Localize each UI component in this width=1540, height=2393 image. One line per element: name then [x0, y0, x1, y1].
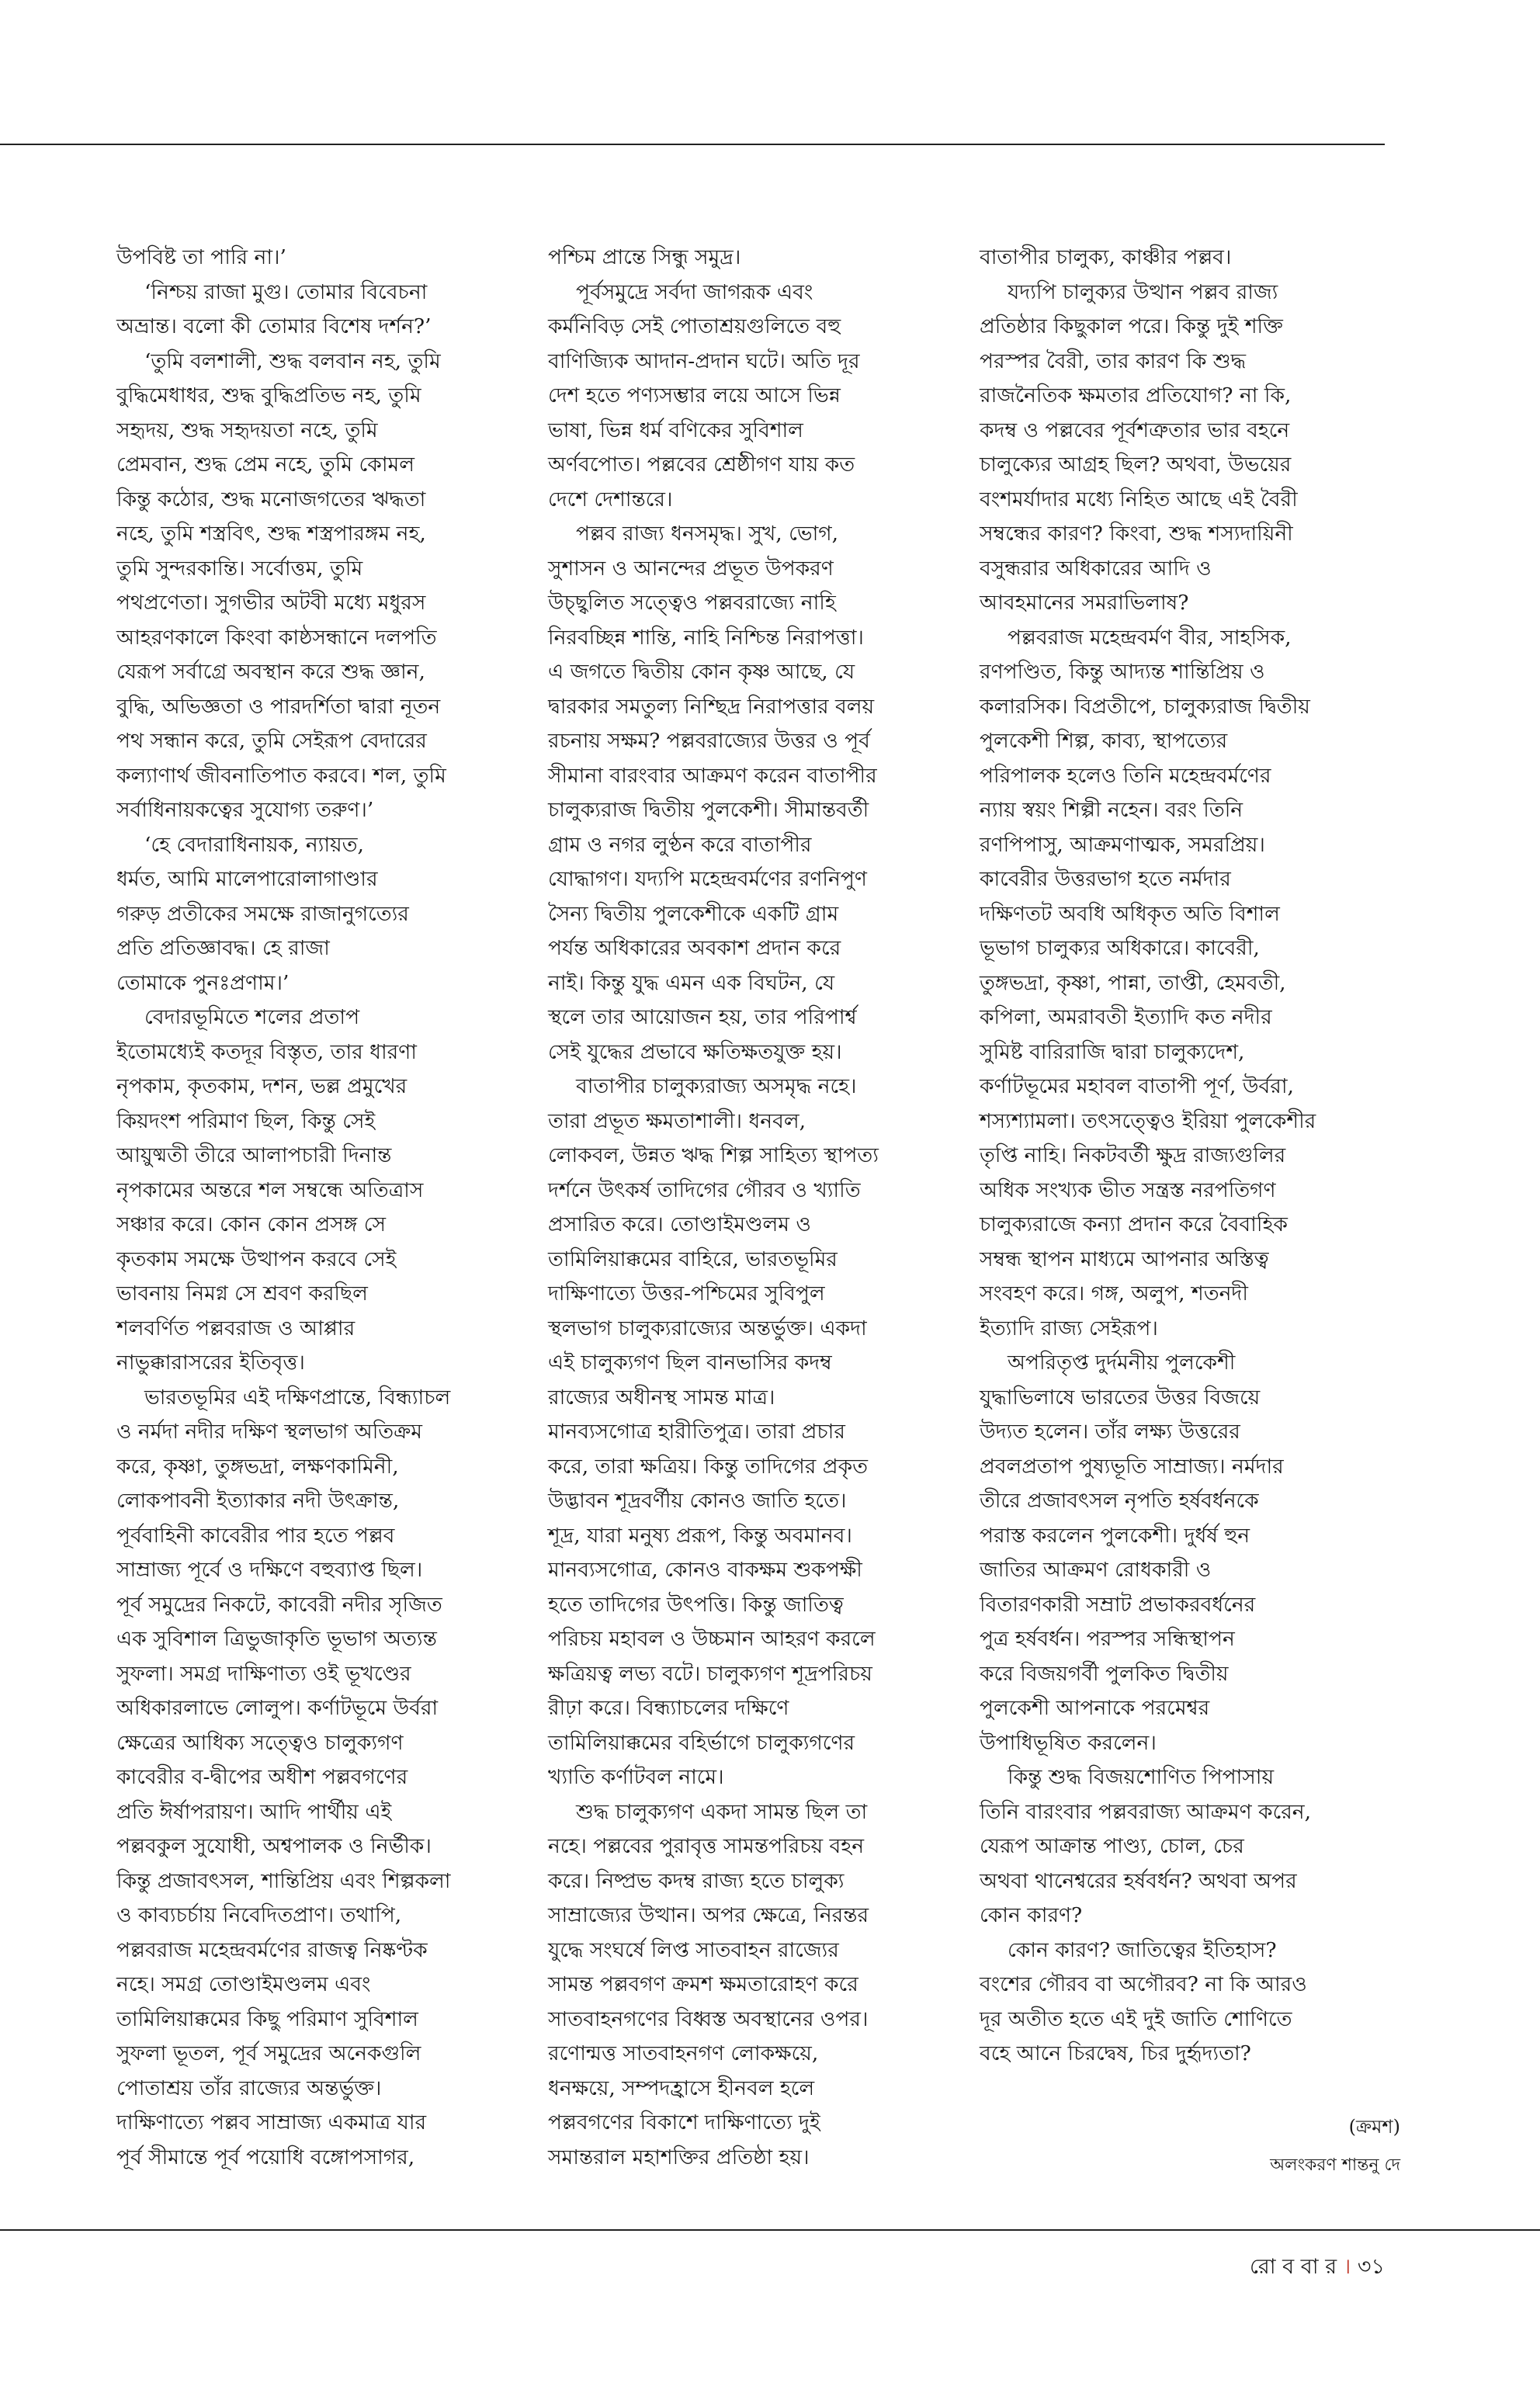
text-line: রাজনৈতিক ক্ষমতার প্রতিযোগ? না কি,: [980, 383, 1292, 408]
text-line: সর্বাধিনায়কত্বের সুযোগ্য তরুণ।’: [116, 798, 374, 822]
text-line: সঞ্চার করে। কোন কোন প্রসঙ্গ সে: [116, 1212, 386, 1236]
text-line: বুদ্ধি, অভিজ্ঞতা ও পারদর্শিতা দ্বারা নূতন: [116, 694, 441, 719]
text-line: অথবা থানেশ্বরের হর্ষবর্ধন? অথবা অপর: [980, 1868, 1297, 1893]
text-line: পল্লব রাজ্য ধনসমৃদ্ধ। সুখ, ভোগ,: [576, 522, 839, 546]
text-line: ‘হে বেদারাধিনায়ক, ন্যায়ত,: [144, 832, 364, 857]
text-line: কল্যাণার্থ জীবনাতিপাত করবে। শল, তুমি: [116, 763, 446, 788]
text-line: নিরবচ্ছিন্ন শান্তি, নাহি নিশ্চিন্ত নিরাপত্তা।: [548, 625, 864, 650]
text-line: পূর্ব সমুদ্রের নিকটে, কাবেরী নদীর সৃজিত: [116, 1592, 442, 1617]
text-line: যেরূপ আক্রান্ত পাণ্ড্য, চোল, চের: [980, 1834, 1244, 1858]
page-number: ৩১: [1357, 2255, 1385, 2279]
text-line: কাবেরীর উত্তরভাগ হতে নর্মদার: [980, 867, 1231, 891]
text-line: করে, তারা ক্ষত্রিয়। কিন্তু তাদিগের প্রকৃত: [548, 1454, 868, 1479]
text-line: চালুক্যরাজে কন্যা প্রদান করে বৈবাহিক: [980, 1212, 1288, 1236]
text-line: ও কাব্যচর্চায় নিবেদিতপ্রাণ। তথাপি,: [116, 1903, 402, 1927]
text-line: অধিক সংখ্যক ভীত সন্ত্রস্ত নরপতিগণ: [980, 1177, 1276, 1202]
text-line: তোমাকে পুনঃপ্রণাম।’: [116, 970, 290, 995]
text-line: হতে তাদিগের উৎপত্তি। কিন্তু জাতিত্ব: [548, 1592, 844, 1617]
text-column-2: [548, 241, 967, 2175]
text-line: ও নর্মদা নদীর দক্ষিণ স্থলভাগ অতিক্রম: [116, 1420, 423, 1444]
text-line: লোকপাবনী ইত্যাকার নদী উৎক্রান্ত,: [116, 1489, 400, 1513]
text-line: পল্লবরাজ মহেন্দ্রবর্মণ বীর, সাহসিক,: [1008, 625, 1292, 650]
text-line: কোন কারণ? জাতিত্বের ইতিহাস?: [1008, 1937, 1277, 1962]
paragraph: [980, 1760, 1399, 1933]
text-line: দ্বারকার সমতুল্য নিশ্ছিদ্র নিরাপত্তার বলয়: [548, 694, 875, 719]
text-line: পর্যন্ত অধিকারের অবকাশ প্রদান করে: [548, 936, 841, 960]
text-line: ‘তুমি বলশালী, শুদ্ধ বলবান নহ, তুমি: [144, 349, 441, 373]
text-line: লোকবল, উন্নত ঋদ্ধ শিল্প সাহিত্য স্থাপত্য: [548, 1143, 879, 1167]
text-line: নৃপকামের অন্তরে শল সম্বন্ধে অতিত্রাস: [116, 1177, 424, 1202]
text-line: অধিকারলাভে লোলুপ। কর্ণাটভূমে উর্বরা: [116, 1696, 439, 1720]
text-line: এ জগতে দ্বিতীয় কোন কৃষ্ণ আছে, যে: [548, 660, 855, 684]
text-line: রণপিপাসু, আক্রমণাত্মক, সমরপ্রিয়।: [980, 832, 1265, 857]
text-line: পশ্চিম প্রান্তে সিন্ধু সমুদ্র।: [548, 245, 741, 269]
text-line: বংশমর্যাদার মধ্যে নিহিত আছে এই বৈরী: [980, 487, 1298, 512]
text-line: প্রতি ঈর্ষাপরায়ণ। আদি পার্থীয় এই: [116, 1799, 392, 1824]
text-line: যেরূপ সর্বাগ্রে অবস্থান করে শুদ্ধ জ্ঞান,: [116, 660, 425, 684]
text-line: সহৃদয়, শুদ্ধ সহৃদয়তা নহে, তুমি: [116, 418, 378, 442]
text-line: কদম্ব ও পল্লবের পূর্বশত্রুতার ভার বহনে: [980, 418, 1290, 442]
paragraph: [116, 828, 536, 1001]
text-line: দর্শনে উৎকর্ষ তাদিগের গৌরব ও খ্যাতি: [548, 1177, 861, 1202]
text-line: সুফলা। সমগ্র দাক্ষিণাত্য ওই ভূখণ্ডের: [116, 1661, 411, 1686]
text-line: শুদ্ধ চালুক্যগণ একদা সামন্ত ছিল তা: [576, 1799, 868, 1824]
text-line: পথপ্রণেতা। সুগভীর অটবী মধ্যে মধুরস: [116, 591, 426, 615]
paragraph: [548, 517, 967, 1070]
text-line: তারা প্রভূত ক্ষমতাশালী। ধনবল,: [548, 1108, 806, 1133]
text-line: পরিচয় মহাবল ও উচ্চমান আহরণ করলে: [548, 1627, 876, 1651]
page-footer: [1250, 2251, 1385, 2286]
text-line: দেশে দেশান্তরে।: [548, 487, 673, 512]
text-line: সুফলা ভূতল, পূর্ব সমুদ্রের অনেকগুলি: [116, 2041, 421, 2065]
text-line: ভাবনায় নিমগ্ন সে শ্রবণ করছিল: [116, 1281, 368, 1306]
text-line: বিতারণকারী সম্রাট প্রভাকরবর্ধনের: [980, 1592, 1256, 1617]
text-line: যুদ্ধাভিলাষে ভারতের উত্তর বিজয়ে: [980, 1385, 1261, 1410]
text-line: উপবিষ্ট তা পারি না।’: [116, 245, 286, 269]
text-line: তীরে প্রজাবৎসল নৃপতি হর্ষবর্ধনকে: [980, 1489, 1259, 1513]
text-line: ভূভাগ চালুক্যর অধিকারে। কাবেরী,: [980, 936, 1260, 960]
text-column-3: [980, 241, 1399, 2072]
text-line: প্রেমবান, শুদ্ধ প্রেম নহে, তুমি কোমল: [116, 453, 414, 477]
text-line: বুদ্ধিমেধাধর, শুদ্ধ বুদ্ধিপ্রতিভ নহ, তুমি: [116, 383, 421, 408]
text-line: দাক্ষিণাত্যে পল্লব সাম্রাজ্য একমাত্র যার: [116, 2110, 427, 2135]
text-line: নাভুক্কারাসরের ইতিবৃত্ত।: [116, 1351, 305, 1375]
text-line: গরুড় প্রতীকের সমক্ষে রাজানুগত্যের: [116, 901, 409, 926]
text-line: স্থলভাগ চালুক্যরাজ্যের অন্তর্ভুক্ত। একদা: [548, 1316, 867, 1340]
text-line: সম্বন্ধের কারণ? কিংবা, শুদ্ধ শস্যদায়িনী: [980, 522, 1293, 546]
text-line: পুত্র হর্ষবর্ধন। পরস্পর সন্ধিস্থাপন: [980, 1627, 1235, 1651]
text-line: উদ্যত হলেন। তাঁর লক্ষ্য উত্তরের: [980, 1420, 1240, 1444]
text-line: ভাষা, ভিন্ন ধর্ম বণিকের সুবিশাল: [548, 418, 803, 442]
text-line: আবহমানের সমরাভিলাষ?: [980, 591, 1189, 615]
text-line: সৈন্য দ্বিতীয় পুলকেশীকে একটি গ্রাম: [548, 901, 839, 926]
text-line: ‘নিশ্চয় রাজা মুগু। তোমার বিবেচনা: [144, 279, 428, 304]
text-line: প্রবলপ্রতাপ পুষ্যভূতি সাম্রাজ্য। নর্মদার: [980, 1454, 1284, 1479]
text-line: রাজ্যের অধীনস্থ সামন্ত মাত্র।: [548, 1385, 775, 1410]
text-line: করে। নিষ্প্রভ কদম্ব রাজ্য হতে চালুক্য: [548, 1868, 845, 1893]
paragraph: [548, 276, 967, 518]
text-line: পূর্ব সীমান্তে পূর্ব পয়োধি বঙ্গোপসাগর,: [116, 2145, 415, 2169]
text-line: দক্ষিণতট অবধি অধিকৃত অতি বিশাল: [980, 901, 1280, 926]
serial-note: (ক্রমশ): [1348, 2116, 1400, 2138]
text-line: সীমানা বারংবার আক্রমণ করেন বাতাপীর: [548, 763, 877, 788]
text-line: কপিলা, অমরাবতী ইত্যাদি কত নদীর: [980, 1005, 1272, 1029]
text-line: রীঢ়া করে। বিন্ধ্যাচলের দক্ষিণে: [548, 1696, 789, 1720]
text-line: কর্মনিবিড় সেই পোতাশ্রয়গুলিতে বহু: [548, 314, 841, 338]
text-line: শূদ্র, যারা মনুষ্য প্ররূপ, কিন্তু অবমানব।: [548, 1523, 852, 1548]
paragraph: [116, 345, 536, 828]
text-line: আয়ুষ্মতী তীরে আলাপচারী দিনান্ত: [116, 1143, 392, 1167]
text-line: কিন্তু কঠোর, শুদ্ধ মনোজগতের ঋদ্ধতা: [116, 487, 426, 512]
paragraph: [980, 621, 1399, 1347]
text-line: কলারসিক। বিপ্রতীপে, চালুক্যরাজ দ্বিতীয়: [980, 694, 1310, 719]
footer-separator: ।: [1343, 2255, 1351, 2279]
text-line: নহে, তুমি শস্ত্রবিৎ, শুদ্ধ শস্ত্রপারঙ্গম নহ,: [116, 522, 426, 546]
text-line: রণপণ্ডিত, কিন্তু আদ্যন্ত শান্তিপ্রিয় ও: [980, 660, 1265, 684]
bottom-rule: [0, 2229, 1540, 2231]
text-line: এক সুবিশাল ত্রিভুজাকৃতি ভূভাগ অত্যন্ত: [116, 1627, 437, 1651]
text-line: পরস্পর বৈরী, তার কারণ কি শুদ্ধ: [980, 349, 1247, 373]
text-line: জাতির আক্রমণ রোধকারী ও: [980, 1558, 1212, 1582]
text-line: সম্বন্ধ স্থাপন মাধ্যমে আপনার অস্তিত্ব: [980, 1247, 1269, 1271]
text-line: সাম্রাজ্যের উত্থান। অপর ক্ষেত্রে, নিরন্তর: [548, 1903, 869, 1927]
text-line: ধর্মত, আমি মালেপারোলাগাণ্ডার: [116, 867, 378, 891]
text-line: বাণিজ্যিক আদান-প্রদান ঘটে। অতি দূর: [548, 349, 860, 373]
text-line: রণোন্মত্ত সাতবাহনগণ লোকক্ষয়ে,: [548, 2041, 819, 2065]
text-line: শস্যশ্যামলা। তৎসত্ত্বেও ইরিয়া পুলকেশীর: [980, 1108, 1316, 1133]
text-line: ক্ষেত্রের আধিক্য সত্ত্বেও চালুক্যগণ: [116, 1730, 404, 1755]
text-line: তিনি বারংবার পল্লবরাজ্য আক্রমণ করেন,: [980, 1799, 1312, 1824]
text-line: কিন্তু শুদ্ধ বিজয়শোণিত পিপাসায়: [1008, 1765, 1275, 1789]
text-line: বংশের গৌরব বা অগৌরব? না কি আরও: [980, 1972, 1307, 1996]
text-line: মানব্যসগোত্র, কোনও বাকক্ষম শুকপক্ষী: [548, 1558, 862, 1582]
text-line: পরাস্ত করলেন পুলকেশী। দুর্ধর্ষ হুন: [980, 1523, 1250, 1548]
text-line: বাতাপীর চালুক্যরাজ্য অসমৃদ্ধ নহে।: [576, 1074, 857, 1098]
text-line: সুমিষ্ট বারিরাজি দ্বারা চালুক্যদেশ,: [980, 1039, 1245, 1064]
text-column-1: [116, 241, 536, 2175]
text-line: দূর অতীত হতে এই দুই জাতি শোণিতে: [980, 2006, 1292, 2031]
text-line: দাক্ষিণাত্যে উত্তর-পশ্চিমের সুবিপুল: [548, 1281, 825, 1306]
text-line: কর্ণাটভূমের মহাবল বাতাপী পূর্ণ, উর্বরা,: [980, 1074, 1294, 1098]
text-line: সামন্ত পল্লবগণ ক্রমশ ক্ষমতারোহণ করে: [548, 1972, 858, 1996]
text-line: চালুক্যের আগ্রহ ছিল? অথবা, উভয়ের: [980, 453, 1292, 477]
text-line: ইত্যাদি রাজ্য সেইরূপ।: [980, 1316, 1158, 1340]
text-line: উচ্ছ্বলিত সত্ত্বেও পল্লবরাজ্যে নাহি: [548, 591, 836, 615]
text-line: বেদারভূমিতে শলের প্রতাপ: [144, 1005, 360, 1029]
text-line: নাই। কিন্তু যুদ্ধ এমন এক বিঘটন, যে: [548, 970, 835, 995]
text-line: তৃপ্তি নাহি। নিকটবর্তী ক্ষুদ্র রাজ্যগুলির: [980, 1143, 1286, 1167]
text-line: তুমি সুন্দরকান্তি। সর্বোত্তম, তুমি: [116, 556, 363, 581]
text-line: তুঙ্গভদ্রা, কৃষ্ণা, পান্না, তাপ্তী, হেমবতী,: [980, 970, 1286, 995]
text-line: সংবহণ করে। গঙ্গ, অলুপ, শতনদী: [980, 1281, 1248, 1306]
paragraph: [548, 241, 967, 276]
paragraph: [116, 1381, 536, 2176]
illustration-credit: অলংকরণ শান্তনু দে: [1270, 2155, 1400, 2175]
paragraph: [116, 1001, 536, 1381]
text-line: উপাধিভূষিত করলেন।: [980, 1730, 1157, 1755]
text-line: সাম্রাজ্য পূর্বে ও দক্ষিণে বহুব্যাপ্ত ছিল।: [116, 1558, 423, 1582]
text-line: সমান্তরাল মহাশক্তির প্রতিষ্ঠা হয়।: [548, 2145, 810, 2169]
text-line: অভ্রান্ত। বলো কী তোমার বিশেষ দর্শন?’: [116, 314, 432, 338]
text-line: ক্ষত্রিয়ত্ব লভ্য বটে। চালুক্যগণ শূদ্রপরিচয়: [548, 1661, 872, 1686]
text-line: কিয়দংশ পরিমাণ ছিল, কিন্তু সেই: [116, 1108, 376, 1133]
text-line: ন্যায় স্বয়ং শিল্পী নহেন। বরং তিনি: [980, 798, 1243, 822]
text-line: প্রসারিত করে। তোণ্ডাইমণ্ডলম ও: [548, 1212, 811, 1236]
top-rule: [0, 144, 1385, 145]
text-line: পূর্ববাহিনী কাবেরীর পার হতে পল্লব: [116, 1523, 395, 1548]
text-line: স্থলে তার আয়োজন হয়, তার পরিপার্শ্ব: [548, 1005, 857, 1029]
text-line: তামিলিয়াক্কমের বহির্ভাগে চালুক্যগণের: [548, 1730, 855, 1755]
text-line: যোদ্ধাগণ। যদ্যপি মহেন্দ্রবর্মণের রণনিপুণ: [548, 867, 867, 891]
text-line: সুশাসন ও আনন্দের প্রভূত উপকরণ: [548, 556, 834, 581]
text-line: দেশ হতে পণ্যসম্ভার লয়ে আসে ভিন্ন: [548, 383, 841, 408]
text-line: কিন্তু প্রজাবৎসল, শান্তিপ্রিয় এবং শিল্পকলা: [116, 1868, 451, 1893]
text-line: ইতোমধ্যেই কতদূর বিস্তৃত, তার ধারণা: [116, 1039, 417, 1064]
text-line: ভারতভূমির এই দক্ষিণপ্রান্তে, বিন্ধ্যাচল: [144, 1385, 451, 1410]
text-line: উদ্ভাবন শূদ্রবর্ণীয় কোনও জাতি হতে।: [548, 1489, 847, 1513]
text-line: কৃতকাম সমক্ষে উত্থাপন করবে সেই: [116, 1247, 397, 1271]
text-line: আহরণকালে কিংবা কাষ্ঠসন্ধানে দলপতি: [116, 625, 437, 650]
text-line: পুলকেশী আপনাকে পরমেশ্বর: [980, 1696, 1210, 1720]
text-line: শলবর্ণিত পল্লবরাজ ও আপ্পার: [116, 1316, 356, 1340]
text-line: অপরিতৃপ্ত দুর্দমনীয় পুলকেশী: [1008, 1351, 1236, 1375]
text-line: তামিলিয়াক্কমের বাহিরে, ভারতভূমির: [548, 1247, 838, 1271]
text-line: কাবেরীর ব-দ্বীপের অধীশ পল্লবগণের: [116, 1765, 408, 1789]
text-line: গ্রাম ও নগর লুণ্ঠন করে বাতাপীর: [548, 832, 812, 857]
text-line: করে, কৃষ্ণা, তুঙ্গভদ্রা, লক্ষণকামিনী,: [116, 1454, 399, 1479]
text-line: নহে। সমগ্র তোণ্ডাইমণ্ডলম এবং: [116, 1972, 371, 1996]
text-line: পল্লবরাজ মহেন্দ্রবর্মণের রাজত্ব নিষ্কণ্টক: [116, 1937, 428, 1962]
text-line: পরিপালক হলেও তিনি মহেন্দ্রবর্মণের: [980, 763, 1271, 788]
text-line: যদ্যপি চালুক্যর উত্থান পল্লব রাজ্য: [1008, 279, 1278, 304]
text-line: প্রতিষ্ঠার কিছুকাল পরে। কিন্তু দুই শক্তি: [980, 314, 1283, 338]
text-line: নৃপকাম, কৃতকাম, দশন, ভল্ল প্রমুখের: [116, 1074, 408, 1098]
text-line: অর্ণবপোত। পল্লবের শ্রেষ্ঠীগণ যায় কত: [548, 453, 855, 477]
paragraph: [548, 1070, 967, 1795]
text-line: করে বিজয়গর্বী পুলকিত দ্বিতীয়: [980, 1661, 1229, 1686]
paragraph: [980, 276, 1399, 621]
text-line: মানব্যসগোত্র হারীতিপুত্র। তারা প্রচার: [548, 1420, 845, 1444]
text-line: সেই যুদ্ধের প্রভাবে ক্ষতিক্ষতযুক্ত হয়।: [548, 1039, 842, 1064]
text-line: কোন কারণ?: [980, 1903, 1083, 1927]
paragraph: [980, 1346, 1399, 1760]
paragraph: [980, 241, 1399, 276]
text-line: পথ সন্ধান করে, তুমি সেইরূপ বেদারের: [116, 729, 427, 753]
text-line: চালুক্যরাজ দ্বিতীয় পুলকেশী। সীমান্তবর্তী: [548, 798, 869, 822]
text-line: প্রতি প্রতিজ্ঞাবদ্ধ। হে রাজা: [116, 936, 330, 960]
paragraph: [548, 1795, 967, 2176]
text-line: বাতাপীর চালুক্য, কাঞ্চীর পল্লব।: [980, 245, 1232, 269]
magazine-name: রো ব বা র: [1249, 2255, 1337, 2279]
text-line: খ্যাতি কর্ণাটবল নামে।: [548, 1765, 724, 1789]
text-line: পূর্বসমুদ্রে সর্বদা জাগরূক এবং: [576, 279, 813, 304]
text-line: সাতবাহনগণের বিধ্বস্ত অবস্থানের ওপর।: [548, 2006, 869, 2031]
text-line: পুলকেশী শিল্প, কাব্য, স্থাপত্যের: [980, 729, 1228, 753]
text-line: তামিলিয়াক্কমের কিছু পরিমাণ সুবিশাল: [116, 2006, 418, 2031]
text-line: পোতাশ্রয় তাঁর রাজ্যের অন্তর্ভুক্ত।: [116, 2076, 382, 2100]
text-line: যুদ্ধে সংঘর্ষে লিপ্ত সাতবাহন রাজ্যের: [548, 1937, 839, 1962]
text-line: পল্লবকুল সুযোধী, অশ্বপালক ও নির্ভীক।: [116, 1834, 432, 1858]
paragraph: [116, 241, 536, 276]
paragraph: [980, 1933, 1399, 2072]
paragraph: [116, 276, 536, 345]
text-line: রচনায় সক্ষম? পল্লবরাজ্যের উত্তর ও পূর্ব: [548, 729, 870, 753]
text-line: নহে। পল্লবের পুরাবৃত্ত সামন্তপরিচয় বহন: [548, 1834, 865, 1858]
text-line: বসুন্ধরার অধিকারের আদি ও: [980, 556, 1212, 581]
text-line: এই চালুক্যগণ ছিল বানভাসির কদম্ব: [548, 1351, 832, 1375]
text-line: পল্লবগণের বিকাশে দাক্ষিণাত্যে দুই: [548, 2110, 820, 2135]
text-line: বহে আনে চিরদ্বেষ, চির দুর্হৃদ্যতা?: [980, 2041, 1251, 2065]
text-line: ধনক্ষয়ে, সম্পদহ্রাসে হীনবল হলে: [548, 2076, 815, 2100]
